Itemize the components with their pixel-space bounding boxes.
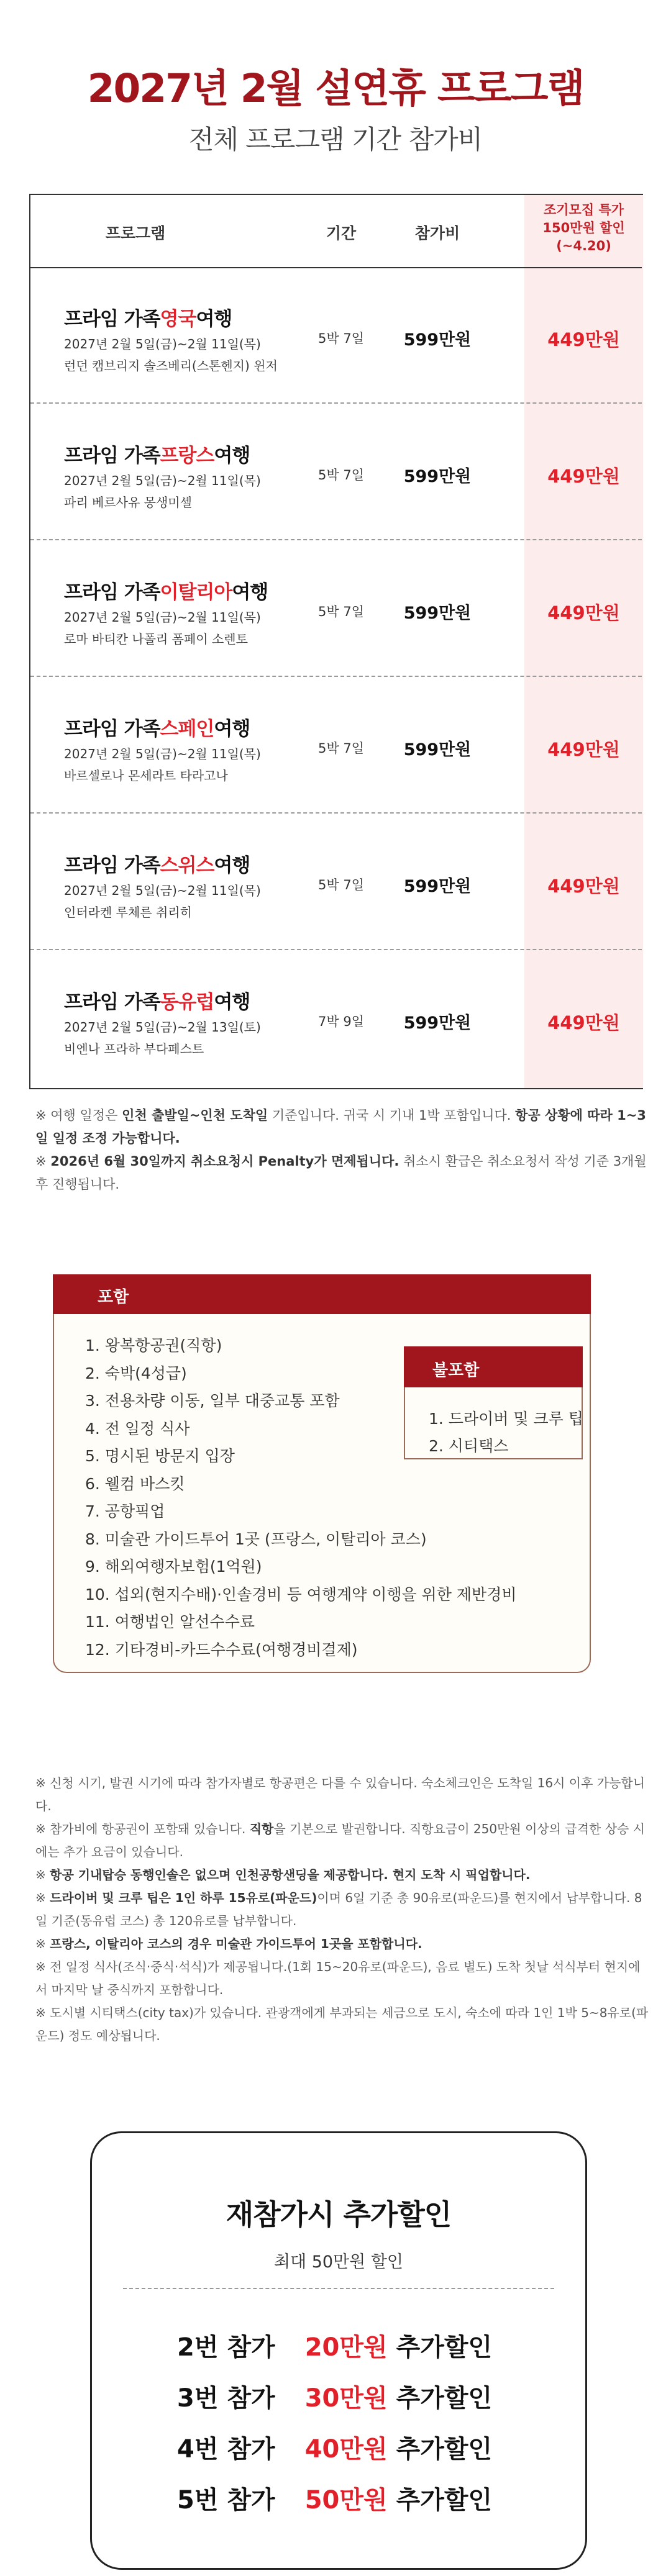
program-name-suffix: 여행 [232, 581, 268, 604]
program-country: 영국 [160, 308, 196, 330]
includes-tab [53, 1274, 591, 1314]
program-duration: 5박 7일 [318, 468, 364, 483]
program-duration: 5박 7일 [318, 878, 364, 892]
program-name-prefix: 프라임 가족 [64, 718, 160, 740]
note-text: 이며 6일 기준 총 90유로(파운드)를 현지에서 납부합니다. 8일 기준(동유럽 코스) 총 120유로를 납부합니다. [35, 1890, 642, 1928]
header-promo-line3: (~4.20) [556, 238, 611, 253]
program-name [64, 576, 268, 604]
program-name [64, 850, 250, 878]
program-date: 2027년 2월 5일(금)~2월 11일(목) [64, 610, 261, 625]
program-duration: 5박 7일 [318, 331, 364, 346]
schedule-notes [35, 1104, 650, 1196]
table-row [30, 267, 642, 404]
discount-row [177, 2328, 562, 2363]
note-bold: 2026년 6월 30일까지 취소요청시 Penalty가 면제됩니다. [50, 1154, 399, 1169]
includes-item: 3. 전용차량 이동, 일부 대중교통 포함 [85, 1392, 340, 1410]
table-row [30, 677, 642, 814]
discount-label: 추가할인 [396, 2384, 493, 2413]
header-duration: 기간 [326, 224, 357, 242]
program-duration: 7박 9일 [318, 1014, 364, 1029]
includes-item: 9. 해외여행자보험(1억원) [85, 1558, 262, 1576]
general-notes [35, 1772, 650, 2048]
program-promo-price: 449만원 [547, 739, 620, 760]
note-text: ※ [35, 1890, 50, 1905]
note-line [35, 1772, 650, 1818]
program-name [64, 986, 250, 1014]
note-bold: 인천 출발일~인천 도착일 [122, 1108, 268, 1123]
note-text: ※ 여행 일정은 [35, 1108, 122, 1123]
discount-row [177, 2480, 562, 2516]
note-line [35, 1104, 650, 1150]
table-row [30, 404, 642, 540]
program-country: 스페인 [160, 718, 214, 740]
note-bold: 항공 상황에 따라 1~3일 일정 조정 가능합니다. [35, 1108, 646, 1146]
program-date: 2027년 2월 5일(금)~2월 11일(목) [64, 883, 261, 898]
program-country: 프랑스 [160, 445, 214, 467]
discount-divider [123, 2288, 554, 2289]
program-name-prefix: 프라임 가족 [64, 991, 160, 1014]
program-promo-price: 449만원 [547, 329, 620, 350]
program-name [64, 713, 250, 741]
note-line [35, 1864, 650, 1887]
program-name-suffix: 여행 [214, 991, 250, 1014]
discount-row [177, 2379, 562, 2414]
note-bold: 항공 기내탑승 동행인솔은 없으며 인천공항샌딩을 제공합니다. 현지 도착 시 픽업합니다. [50, 1867, 531, 1882]
program-fee: 599만원 [403, 604, 472, 623]
note-text: ※ 전 일정 식사(조식·중식·석식)가 제공됩니다.(1회 15~20유로(파운드), 음료 별도) 도착 첫날 석식부터 현지에서 마지막 날 중식까지 포함합니다. [35, 1959, 641, 1997]
program-promo-price: 449만원 [547, 1012, 620, 1033]
header-promo-line2: 150만원 할인 [542, 220, 625, 235]
program-fee: 599만원 [403, 1014, 472, 1033]
includes-item: 10. 섭외(현지수배)·인솔경비 등 여행계약 이행을 위한 제반경비 [85, 1585, 517, 1603]
program-country: 이탈리아 [160, 581, 232, 604]
note-text: ※ 도시별 시티택스(city tax)가 있습니다. 관광객에게 부과되는 세금으로 도시, 숙소에 따라 1인 1박 5~8유로(파운드) 정도 예상됩니다. [35, 2005, 649, 2043]
includes-item: 11. 여행법인 알선수수료 [85, 1613, 255, 1631]
discount-label: 추가할인 [396, 2486, 493, 2515]
excludes-title: 불포함 [432, 1361, 480, 1380]
program-name [64, 303, 232, 331]
program-duration: 5박 7일 [318, 604, 364, 619]
includes-title: 포함 [98, 1288, 129, 1307]
discount-row [177, 2429, 562, 2465]
note-line [35, 1887, 650, 1933]
includes-item: 6. 웰컴 바스킷 [85, 1474, 185, 1493]
program-date: 2027년 2월 5일(금)~2월 11일(목) [64, 473, 261, 488]
program-name-prefix: 프라임 가족 [64, 308, 160, 330]
note-line [35, 1150, 650, 1196]
note-text: ※ [35, 1154, 51, 1169]
program-name-prefix: 프라임 가족 [64, 581, 160, 604]
program-name-prefix: 프라임 가족 [64, 445, 160, 467]
program-date: 2027년 2월 5일(금)~2월 11일(목) [64, 337, 261, 351]
includes-item: 2. 숙박(4성급) [85, 1364, 187, 1382]
table-row [30, 814, 642, 950]
header-program: 프로그램 [105, 224, 166, 242]
discount-times: 3번 참가 [177, 2384, 275, 2413]
note-text: ※ [35, 1867, 50, 1882]
program-name-suffix: 여행 [214, 718, 250, 740]
discount-label: 추가할인 [396, 2435, 493, 2464]
note-text: ※ 참가비에 항공권이 포함돼 있습니다. [35, 1821, 250, 1836]
note-line [35, 1956, 650, 2002]
program-name [64, 440, 250, 468]
discount-times: 5번 참가 [177, 2486, 275, 2515]
program-cities: 파리 베르사유 몽생미셸 [64, 495, 192, 510]
program-cities: 바르셀로나 몬세라트 타라고나 [64, 768, 228, 783]
program-name-prefix: 프라임 가족 [64, 855, 160, 877]
includes-item: 7. 공항픽업 [85, 1502, 165, 1520]
excludes-item: 2. 시티택스 [429, 1437, 509, 1455]
program-country: 동유럽 [160, 991, 214, 1014]
note-line [35, 1933, 650, 1956]
note-bold: 드라이버 및 크루 팁은 1인 하루 15유로(파운드) [50, 1890, 317, 1905]
program-table [29, 194, 643, 1089]
program-fee: 599만원 [403, 740, 472, 760]
note-bold: 직항 [249, 1821, 274, 1836]
program-name-suffix: 여행 [196, 308, 232, 330]
program-date: 2027년 2월 5일(금)~2월 13일(토) [64, 1020, 261, 1035]
note-text: 을 기본으로 발권합니다. 직항요금이 250만원 이상의 급격한 상승 시에는 추가 요금이 있습니다. [35, 1821, 646, 1859]
includes-item: 5. 명시된 방문지 입장 [85, 1447, 235, 1465]
program-duration: 5박 7일 [318, 741, 364, 756]
excludes-item: 1. 드라이버 및 크루 팁 [429, 1410, 583, 1428]
discount-label: 추가할인 [396, 2333, 493, 2362]
program-promo-price: 449만원 [547, 876, 620, 897]
includes-item: 8. 미술관 가이드투어 1곳 (프랑스, 이탈리아 코스) [85, 1530, 427, 1548]
page-subtitle: 전체 프로그램 기간 참가비 [188, 124, 483, 155]
discount-amount: 50만원 [304, 2486, 388, 2515]
program-name-suffix: 여행 [214, 445, 250, 467]
program-cities: 런던 캠브리지 솔즈베리(스톤헨지) 윈저 [64, 358, 278, 373]
discount-amount: 30만원 [304, 2384, 388, 2413]
discount-amount: 40만원 [304, 2435, 388, 2464]
discount-title: 재참가시 추가할인 [226, 2198, 452, 2231]
table-header [30, 195, 642, 268]
note-text: 기준입니다. 귀국 시 기내 1박 포함입니다. [268, 1108, 516, 1123]
program-cities: 인터라켄 루체른 취리히 [64, 905, 192, 920]
discount-times: 2번 참가 [177, 2333, 275, 2362]
note-line [35, 1818, 650, 1864]
program-promo-price: 449만원 [547, 466, 620, 487]
header-promo-line1: 조기모집 특가 [543, 202, 624, 217]
header-fee: 참가비 [414, 224, 460, 242]
header-promo [524, 201, 643, 255]
discount-times: 4번 참가 [177, 2435, 275, 2464]
program-fee: 599만원 [403, 877, 472, 896]
table-row [30, 950, 642, 1078]
note-text: ※ [35, 1936, 50, 1951]
note-line [35, 2002, 650, 2048]
program-fee: 599만원 [403, 330, 472, 350]
program-cities: 비엔나 프라하 부다페스트 [64, 1041, 204, 1056]
program-name-suffix: 여행 [214, 855, 250, 877]
table-row [30, 540, 642, 677]
note-bold: 프랑스, 이탈리아 코스의 경우 미술관 가이드투어 1곳을 포함합니다. [50, 1936, 422, 1951]
includes-item: 4. 전 일정 식사 [85, 1419, 190, 1438]
includes-item: 12. 기타경비-카드수수료(여행경비결제) [85, 1640, 358, 1659]
page-title: 2027년 2월 설연휴 프로그램 [87, 66, 584, 111]
program-cities: 로마 바티칸 나폴리 폼페이 소렌토 [64, 632, 248, 646]
program-fee: 599만원 [403, 467, 472, 486]
program-country: 스위스 [160, 855, 214, 877]
includes-item: 1. 왕복항공권(직항) [85, 1336, 222, 1354]
note-text: 취소시 환급은 취소요청서 작성 기준 3개월 후 진행됩니다. [35, 1154, 647, 1192]
note-text: ※ 신청 시기, 발권 시기에 따라 참가자별로 항공편은 다를 수 있습니다. 숙소체크인은 도착일 16시 이후 가능합니다. [35, 1776, 646, 1813]
program-promo-price: 449만원 [547, 602, 620, 624]
program-date: 2027년 2월 5일(금)~2월 11일(목) [64, 746, 261, 761]
discount-amount: 20만원 [304, 2333, 388, 2362]
discount-subtitle: 최대 50만원 할인 [273, 2252, 403, 2272]
excludes-tab [404, 1346, 583, 1387]
excludes-list [429, 1405, 583, 1460]
